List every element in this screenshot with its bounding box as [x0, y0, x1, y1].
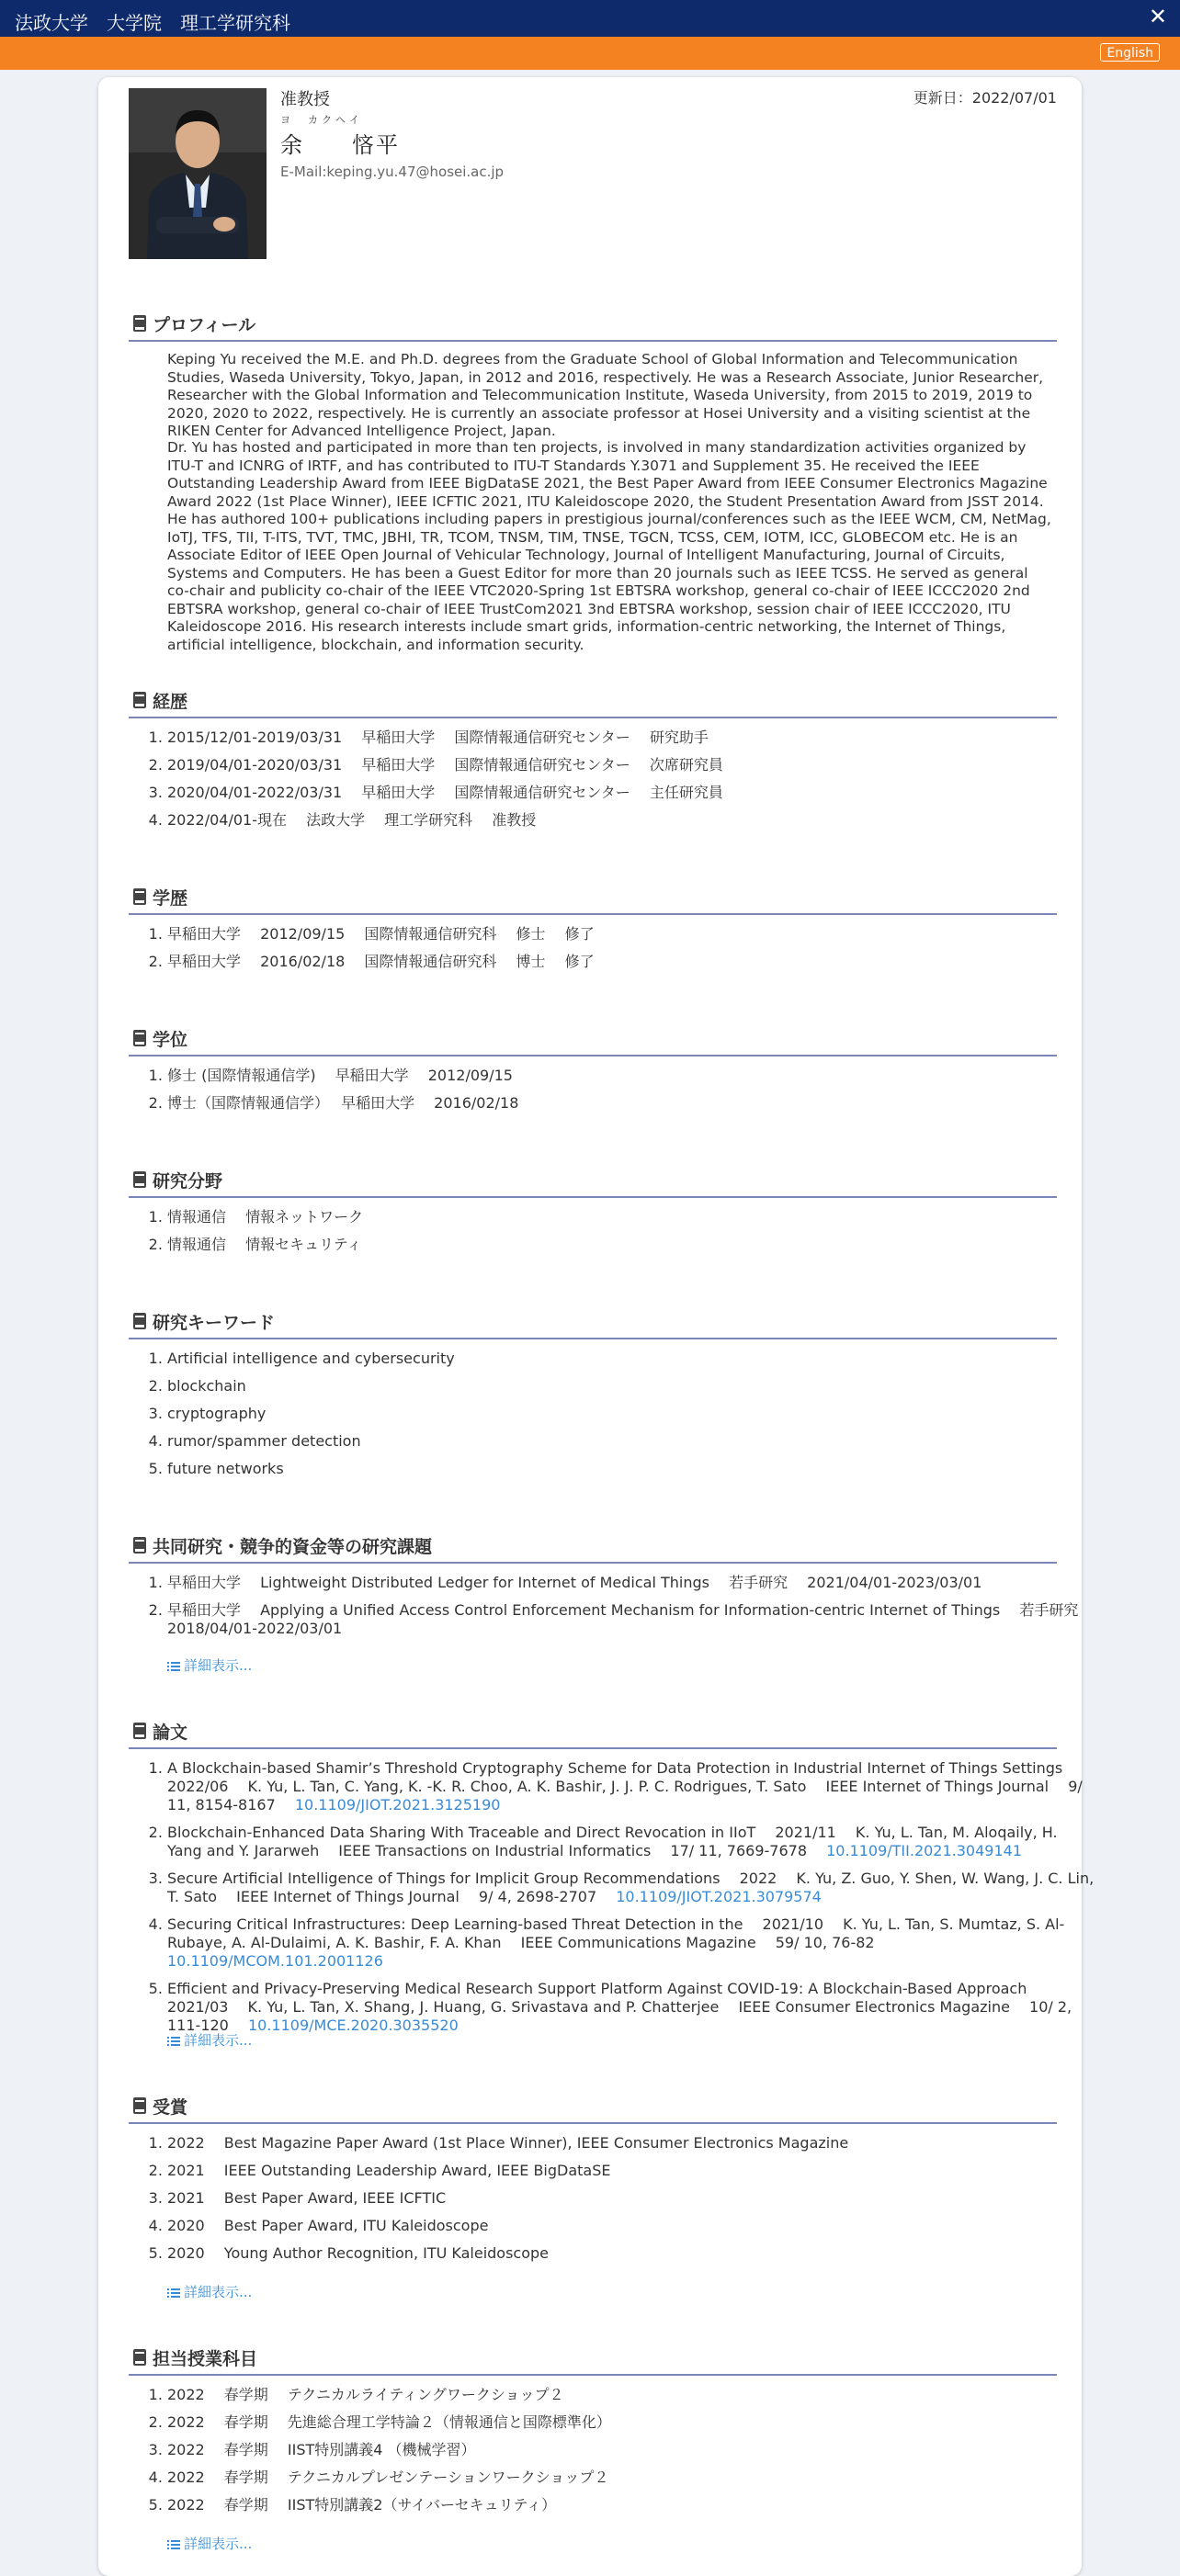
- paper-text: Securing Critical Infrastructures: Deep Learning-based Threat Detection in the 2021/10 K. Yu, L. Tan, S. Mumtaz, S. Al-Rubaye, A. Al-Dulaimi, A. K. Bashir, F. A. Khan IEEE Communications Magazine 59/ 10, 76-82: [167, 1915, 1065, 1951]
- list-item: 1. 早稲田大学 Lightweight Distributed Ledger for Internet of Medical Things 若手研究 2021/04/01-2023/03/01: [167, 1574, 1095, 1592]
- book-icon: [132, 1170, 147, 1189]
- papers-more-link[interactable]: [167, 2030, 252, 2050]
- section-header-papers: [129, 1716, 1057, 1749]
- book-icon: [132, 2348, 147, 2367]
- list-icon: [167, 1661, 180, 1672]
- awards-more-link[interactable]: [167, 2282, 252, 2301]
- book-icon: [132, 314, 147, 333]
- projects-more-link[interactable]: [167, 1655, 252, 1675]
- section-header-career: [129, 685, 1057, 718]
- list-item: 4. 2022 春学期 テクニカルプレゼンテーションワークショップ２: [167, 2469, 1095, 2487]
- section-header-research-field: [129, 1165, 1057, 1198]
- list-icon: [167, 2288, 180, 2299]
- list-item: 4. rumor/spammer detection: [167, 1432, 1095, 1451]
- section-header-courses: [129, 2343, 1057, 2376]
- projects-list: [129, 1574, 1098, 1647]
- site-title: 法政大学 大学院 理工学研究科: [15, 12, 290, 34]
- list-item: [167, 1980, 1095, 2035]
- book-icon: [132, 1029, 147, 1047]
- section-header-awards: [129, 2091, 1057, 2124]
- list-item: 1. 2015/12/01-2019/03/31 早稲田大学 国際情報通信研究センター 研究助手: [167, 729, 1095, 747]
- section-title: 受賞: [153, 2097, 188, 2118]
- section-title: 研究分野: [153, 1171, 223, 1192]
- list-item: [167, 1759, 1095, 1814]
- list-item: [167, 1870, 1095, 1906]
- list-item: 1. 情報通信 情報ネットワーク: [167, 1208, 1095, 1226]
- list-item: 1. Artificial intelligence and cybersecurity: [167, 1350, 1095, 1368]
- book-icon: [132, 2096, 147, 2115]
- education-list: [129, 925, 1095, 980]
- email-text: E-Mail:keping.yu.47@hosei.ac.jp: [280, 164, 505, 180]
- section-header-education: [129, 882, 1057, 915]
- list-item: 2. 情報通信 情報セキュリティ: [167, 1236, 1095, 1254]
- position-title: 准教授: [280, 90, 330, 109]
- list-item: 1. 2022 Best Magazine Paper Award (1st Place Winner), IEEE Consumer Electronics Magazine: [167, 2134, 1095, 2152]
- list-item: 1. 2022 春学期 テクニカルライティングワークショップ２: [167, 2386, 1095, 2404]
- list-item: 2. 早稲田大学 2016/02/18 国際情報通信研究科 博士 修了: [167, 953, 1095, 971]
- english-button[interactable]: English: [1100, 43, 1160, 62]
- person-name: 余 悋平: [280, 132, 400, 158]
- awards-list: [129, 2134, 1095, 2272]
- list-item: 3. 2021 Best Paper Award, IEEE ICFTIC: [167, 2189, 1095, 2208]
- top-header-bar: [0, 0, 1180, 37]
- section-title: 経歴: [153, 692, 188, 712]
- list-item: 3. 2020/04/01-2022/03/31 早稲田大学 国際情報通信研究センター 主任研究員: [167, 784, 1095, 802]
- list-item: 2. 2019/04/01-2020/03/31 早稲田大学 国際情報通信研究センター 次席研究員: [167, 756, 1095, 774]
- profile-photo: [129, 88, 267, 259]
- doi-link[interactable]: 10.1109/JIOT.2021.3079574: [616, 1888, 822, 1905]
- career-list: [129, 729, 1095, 839]
- sub-header-bar: [0, 37, 1180, 70]
- list-item: 5. future networks: [167, 1460, 1095, 1478]
- section-title: 論文: [153, 1723, 188, 1743]
- updated-date: 更新日：2022/07/01: [913, 89, 1057, 107]
- research-field-list: [129, 1208, 1095, 1263]
- list-icon: [167, 2539, 180, 2550]
- book-icon: [132, 1722, 147, 1740]
- more-label[interactable]: 詳細表示...: [184, 2536, 253, 2552]
- list-item: 5. 2020 Young Author Recognition, ITU Kaleidoscope: [167, 2244, 1095, 2263]
- list-item: 2. 早稲田大学 Applying a Unified Access Control Enforcement Mechanism for Information-centric Internet of Things 若手研究 2018/04/01-2022/03/01: [167, 1601, 1095, 1638]
- doi-link[interactable]: 10.1109/JIOT.2021.3125190: [294, 1796, 501, 1813]
- more-label[interactable]: 詳細表示...: [184, 2284, 253, 2300]
- section-header-keywords: [129, 1306, 1057, 1339]
- list-item: 4. 2022/04/01-現在 法政大学 理工学研究科 准教授: [167, 811, 1095, 830]
- courses-list: [129, 2386, 1095, 2524]
- book-icon: [132, 691, 147, 709]
- profile-paragraph-2: Dr. Yu has hosted and participated in more than ten projects, is involved in many standardization activities organized by ITU-T and ICNRG of IRTF, and has contributed to ITU-T Standards Y.3071 and Supplement 35. He received the IEEE Outstanding Leadership Award from IEEE BigDataSE 2021, the Best Paper Award from IEEE Consumer Electronics Magazine Award 2022 (1st Place Winner), IEEE ICFTIC 2021, ITU Kaleidoscope 2020, the Student Presentation Award from JSST 2014. He has authored 100+ publications including papers in prestigious journal/conferences such as the IEEE WCM, CM, NetMag, IoTJ, TFS, TII, T-ITS, TVT, TMC, JBHI, TR, TCOM, TNSM, TIM, TNSE, TGCN, TCSS, CEM, IOTM, ICC, GLOBECOM etc. He is an Associate Editor of IEEE Open Journal of Vehicular Technology, Journal of Intelligent Manufacturing, Journal of Circuits, Systems and Computers. He has been a Guest Editor for more than 20 journals such as IEEE TCSS. He served as general co-chair and publicity co-chair of the IEEE VTC2020-Spring 1st EBTSRA workshop, general co-chair of IEEE ICCC2020 2nd EBTSRA workshop, general co-chair of IEEE TrustCom2021 3nd EBTSRA workshop, session chair of IEEE ICCC2020, ITU Kaleidoscope 2016. His research interests include smart grids, information-centric networking, the Internet of Things, artificial intelligence, blockchain, and information security.: [167, 439, 1051, 653]
- name-reading: ヨ カクヘイ: [280, 114, 363, 126]
- list-item: 2. 2022 春学期 先進総合理工学特論２（情報通信と国際標準化）: [167, 2413, 1095, 2432]
- section-header-degree: [129, 1023, 1057, 1056]
- person-photo-icon: [129, 88, 267, 259]
- section-title: 学位: [153, 1030, 188, 1050]
- list-item: 2. 博士（国際情報通信学） 早稲田大学 2016/02/18: [167, 1094, 1095, 1113]
- degree-list: [129, 1067, 1095, 1122]
- close-icon[interactable]: ✕: [1148, 4, 1167, 29]
- more-label[interactable]: 詳細表示...: [184, 2032, 253, 2049]
- list-item: 3. 2022 春学期 IIST特別講義4 （機械学習）: [167, 2441, 1095, 2459]
- doi-link[interactable]: 10.1109/TII.2021.3049141: [826, 1842, 1023, 1859]
- book-icon: [132, 1312, 147, 1330]
- list-item: 1. 修士 (国際情報通信学) 早稲田大学 2012/09/15: [167, 1067, 1095, 1085]
- list-item: 4. 2020 Best Paper Award, ITU Kaleidoscope: [167, 2217, 1095, 2235]
- list-item: 2. 2021 IEEE Outstanding Leadership Award, IEEE BigDataSE: [167, 2162, 1095, 2180]
- doi-link[interactable]: 10.1109/MCOM.101.2001126: [167, 1952, 383, 1970]
- list-item: [167, 1824, 1095, 1860]
- keywords-list: [129, 1350, 1095, 1487]
- book-icon: [132, 1536, 147, 1554]
- paper-text: Blockchain-Enhanced Data Sharing With Traceable and Direct Revocation in IIoT 2021/11 K. Yu, L. Tan, M. Aloqaily, H. Yang and Y. Jararweh IEEE Transactions on Industrial Informatics 17/ 11, 7669-7678: [167, 1824, 1058, 1859]
- list-icon: [167, 2036, 180, 2047]
- list-item: 1. 早稲田大学 2012/09/15 国際情報通信研究科 修士 修了: [167, 925, 1095, 943]
- list-item: [167, 1915, 1095, 1971]
- book-icon: [132, 887, 147, 906]
- section-header-profile: [129, 309, 1057, 342]
- list-item: 2. blockchain: [167, 1377, 1095, 1395]
- list-item: 5. 2022 春学期 IIST特別講義2（サイバーセキュリティ）: [167, 2496, 1095, 2514]
- profile-paragraph-1: Keping Yu received the M.E. and Ph.D. degrees from the Graduate School of Global Information and Telecommunication Studies, Waseda University, Tokyo, Japan, in 2012 and 2016, respectively. He was a Research Associate, Junior Researcher, Researcher with the Global Information and Telecommunication Institute, Waseda University, from 2015 to 2019, 2019 to 2020, 2020 to 2022, respectively. He is currently an associate professor at Hosei University and a visiting scientist at the RIKEN Center for Advanced Intelligence Project, Japan.: [167, 351, 1044, 439]
- more-label[interactable]: 詳細表示...: [184, 1657, 253, 1674]
- papers-list: [129, 1759, 1095, 2044]
- section-title: 担当授業科目: [153, 2349, 258, 2369]
- section-title: 共同研究・競争的資金等の研究課題: [153, 1537, 433, 1557]
- list-item: 3. cryptography: [167, 1405, 1095, 1423]
- paper-text: Secure Artificial Intelligence of Things for Implicit Group Recommendations 2022 K. Yu, Z. Guo, Y. Shen, W. Wang, J. C. Lin, T. Sato IEEE Internet of Things Journal 9/ 4, 2698-2707: [167, 1870, 1095, 1905]
- section-title: プロフィール: [153, 315, 256, 335]
- doi-link[interactable]: 10.1109/MCE.2020.3035520: [247, 2017, 459, 2034]
- section-title: 研究キーワード: [153, 1313, 276, 1333]
- courses-more-link[interactable]: [167, 2534, 252, 2553]
- section-header-projects: [129, 1531, 1057, 1564]
- section-title: 学歴: [153, 888, 188, 909]
- paper-text: A Blockchain-based Shamir’s Threshold Cryptography Scheme for Data Protection in Industrial Internet of Things Settings 2022/06 K. Yu, L. Tan, C. Yang, K. -K. R. Choo, A. K. Bashir, J. J. P. C. Rodrigues, T. Sato IEEE Internet of Things Journal 9/ 11, 8154-8167: [167, 1759, 1083, 1813]
- paper-text: Efficient and Privacy-Preserving Medical Research Support Platform Against COVID-19: A Blockchain-Based Approach 2021/03 K. Yu, L. Tan, X. Shang, J. Huang, G. Srivastava and P. Chatterjee IEEE Consumer Electronics Magazine 10/ 2, 111-120: [167, 1980, 1072, 2034]
